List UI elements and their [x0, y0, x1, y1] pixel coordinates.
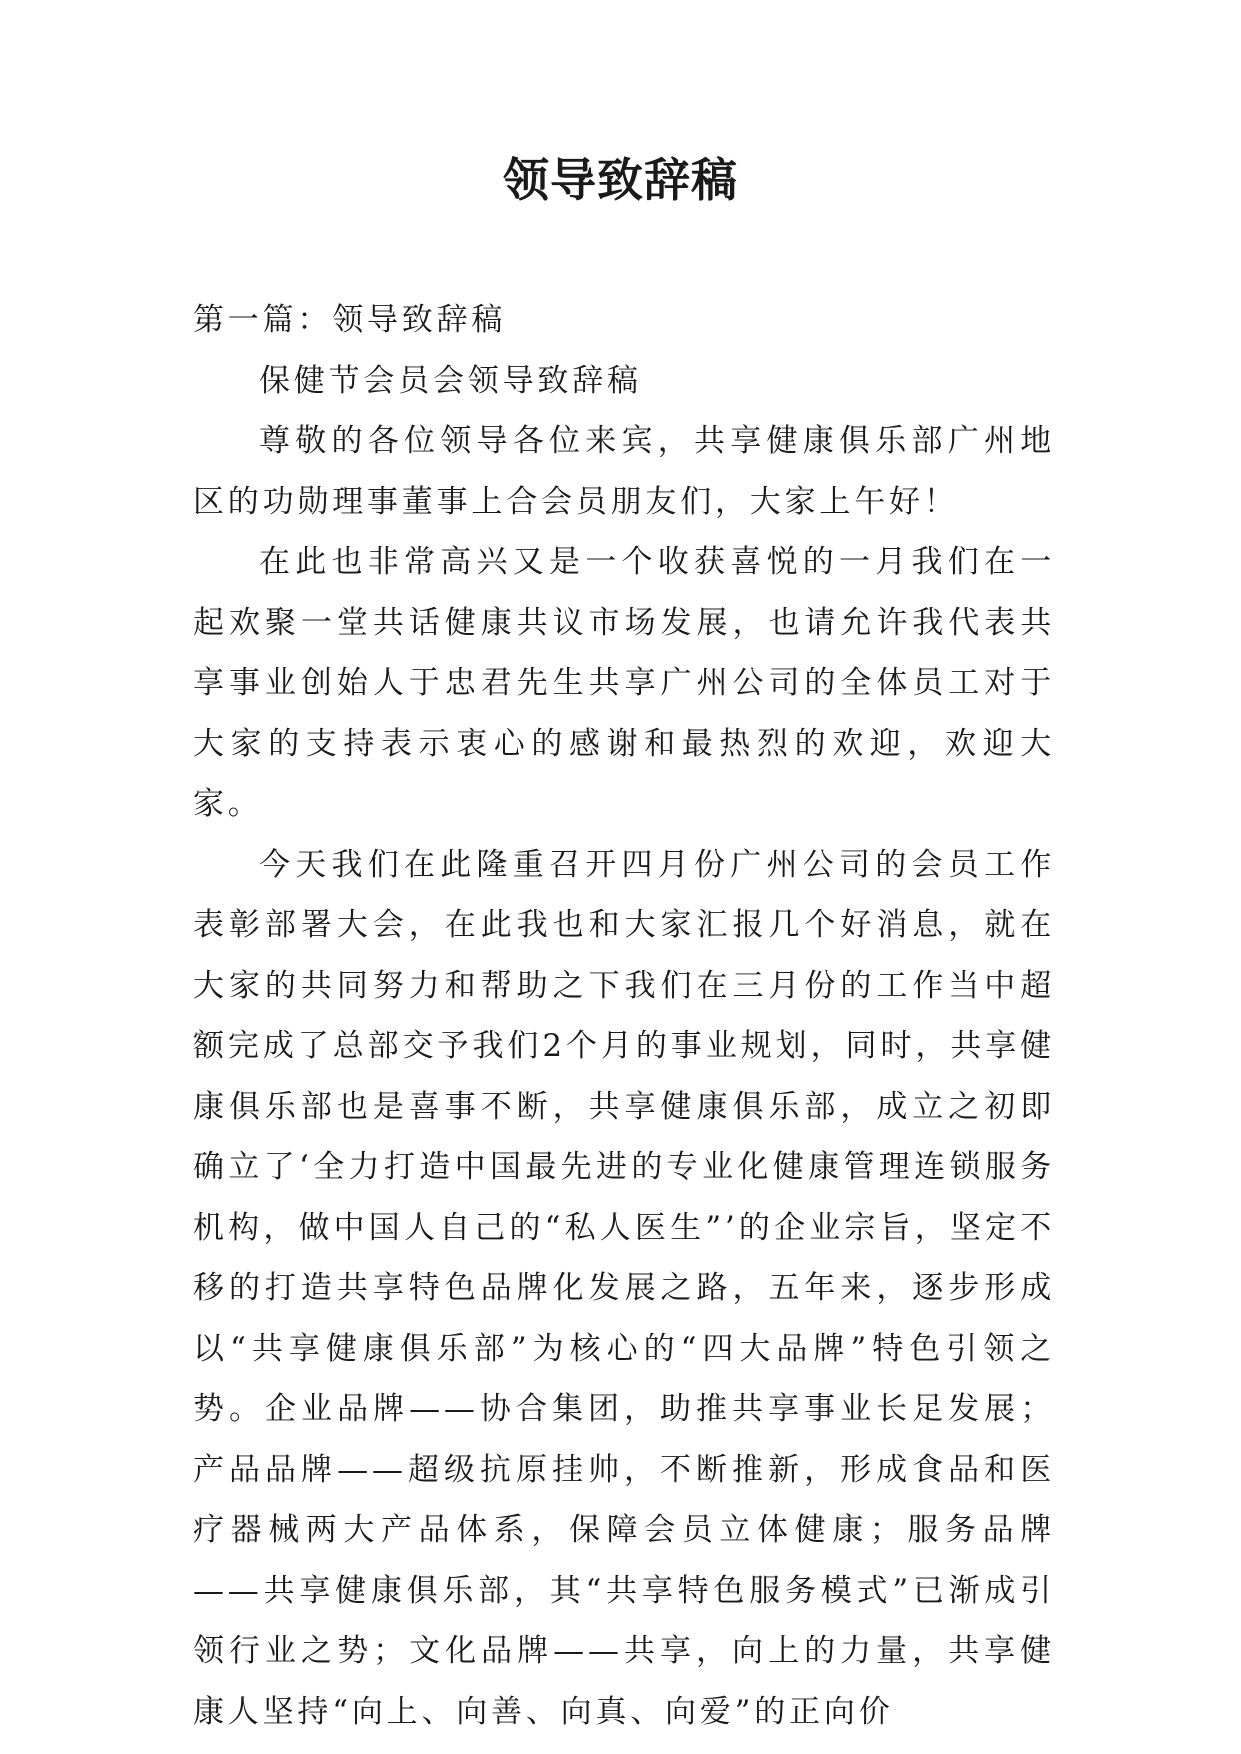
- section-heading: 第一篇：领导致辞稿: [193, 302, 507, 338]
- document-body: [193, 290, 1055, 1742]
- paragraph: 尊敬的各位领导各位来宾，共享健康俱乐部广州地区的功勋理事董事上合会员朋友们，大家上午好！: [193, 423, 1055, 520]
- document-title: 领导致辞稿: [503, 153, 738, 207]
- paragraph: 在此也非常高兴又是一个收获喜悦的一月我们在一起欢聚一堂共话健康共议市场发展，也请允许我代表共享事业创始人于忠君先生共享广州公司的全体员工对于大家的支持表示衷心的感谢和最热烈的欢迎，欢迎大家。: [193, 544, 1055, 822]
- speech-subtitle: 保健节会员会领导致辞稿: [259, 362, 642, 399]
- paragraph: 今天我们在此隆重召开四月份广州公司的会员工作表彰部署大会，在此我也和大家汇报几个好消息，就在大家的共同努力和帮助之下我们在三月份的工作当中超额完成了总部交予我们2个月的事业规划，同时，共享健康俱乐部也是喜事不断，共享健康俱乐部，成立之初即确立了‘全力打造中国最先进的专业化健康管理连锁服务机构，做中国人自己的“私人医生”’的企业宗旨，坚定不移的打造共享特色品牌化发展之路，五年来，逐步形成以“共享健康俱乐部”为核心的“四大品牌”特色引领之势。企业品牌——协合集团，助推共享事业长足发展；产品品牌——超级抗原挂帅，不断推新，形成食品和医疗器械两大产品体系，保障会员立体健康；服务品牌——共享健康俱乐部，其“共享特色服务模式”已渐成引领行业之势；文化品牌——共享，向上的力量，共享健康人坚持“向上、向善、向真、向爱”的正向价: [193, 846, 1055, 1730]
